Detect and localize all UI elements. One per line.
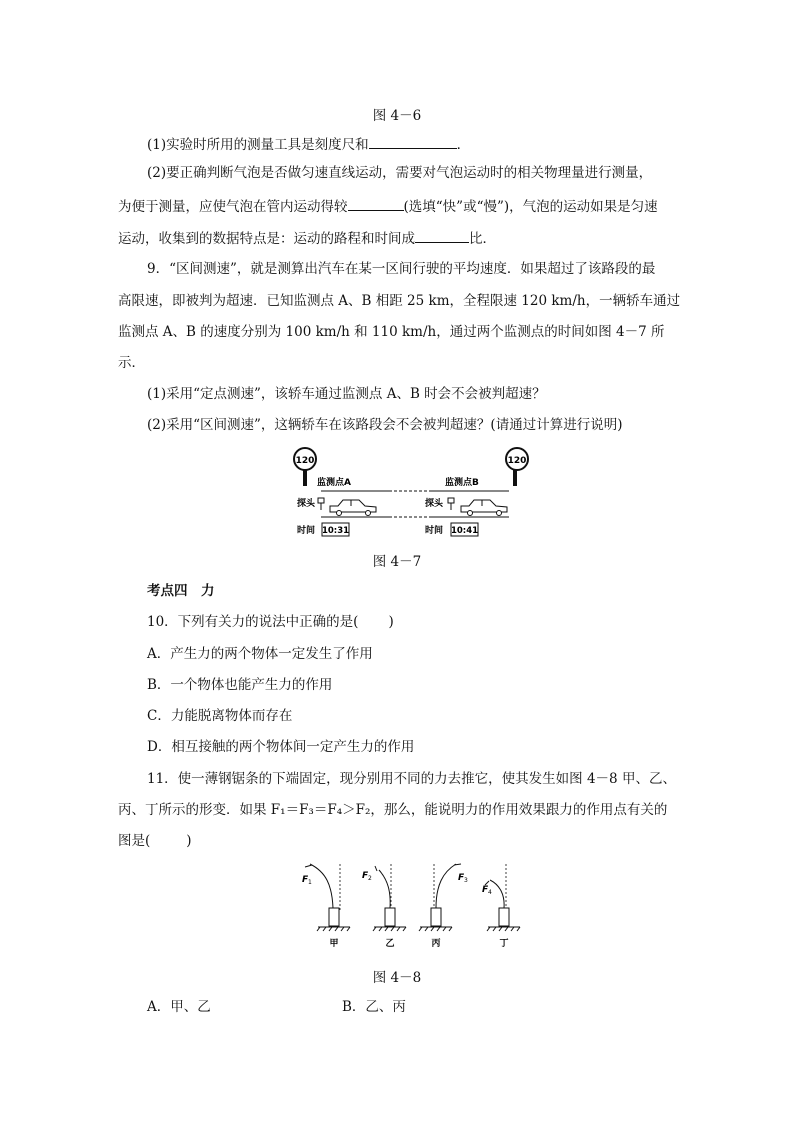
- speed-limit-right-text: 120: [507, 456, 527, 466]
- q8-part2-line1: (2)要正确判断气泡是否做匀速直线运动，需要对气泡运动时的相关物理量进行测量，: [147, 165, 653, 181]
- svg-text:F: F: [482, 885, 489, 895]
- q11-option-a: A．甲、乙: [147, 999, 211, 1015]
- camera-icon: [318, 498, 324, 510]
- q8-part2-line3b: 比．: [469, 231, 496, 247]
- q8-part2-line2a: 为便于测量，应使气泡在管内运动得较: [118, 199, 348, 215]
- panel-label-jia: 甲: [329, 939, 339, 949]
- time-value-a: 10:31: [321, 526, 350, 536]
- q10-stem: [147, 613, 394, 631]
- q8-part2-line2b: (选填“快”或“慢”)，气泡的运动如果是匀速: [403, 199, 658, 215]
- time-label-b: 时间: [425, 526, 444, 536]
- time-value-b: 10:41: [450, 526, 479, 536]
- q8-part2-line2: [118, 196, 658, 216]
- q8-blank-3[interactable]: [415, 228, 469, 243]
- q9-line1: 9．“区间测速”，就是测算出汽车在某一区间行驶的平均速度．如果超过了该路段的最: [147, 261, 656, 277]
- figure-4-7-caption: 图 4－7: [372, 554, 422, 570]
- q9-sub1: (1)采用“定点测速”，该轿车通过监测点 A、B 时会不会被判超速？: [147, 386, 546, 402]
- q10-option-d: D．相互接触的两个物体间一定产生力的作用: [147, 739, 415, 755]
- q10-option-a: A．产生力的两个物体一定发生了作用: [147, 646, 373, 662]
- sign-post-right: [513, 470, 517, 486]
- time-label-a: 时间: [297, 526, 316, 536]
- saw-blade-panel: [419, 864, 468, 949]
- svg-text:F: F: [302, 875, 309, 885]
- q10-option-c: C．力能脱离物体而存在: [147, 708, 293, 724]
- figure-4-6-caption: 图 4－6: [372, 108, 422, 124]
- figure-4-7-diagram: [285, 444, 527, 542]
- q9-sub2: (2)采用“区间测速”，这辆轿车在该路段会不会被判超速？(请通过计算进行说明): [147, 417, 623, 433]
- car-icon: [330, 500, 376, 516]
- panel-label-ding: 丁: [499, 939, 509, 949]
- svg-text:F: F: [362, 871, 369, 881]
- q10-stem-text: 10．下列有关力的说法中正确的是(: [147, 614, 359, 630]
- q9-line2: 高限速，即被判为超速．已知监测点 A、B 相距 25 km，全程限速 120 km/h，一辆轿车通过: [118, 293, 681, 309]
- q10-stem-end: ): [388, 614, 394, 630]
- q11-line1: 11．使一薄钢锯条的下端固定，现分别用不同的力去推它，使其发生如图 4－8 甲、乙、: [147, 771, 676, 787]
- q9-line3: 监测点 A、B 的速度分别为 100 km/h 和 110 km/h，通过两个监测点的时间如图 4－7 所: [118, 324, 665, 340]
- monitor-point-a-label: 监测点A: [317, 478, 351, 488]
- camera-icon: [448, 498, 454, 510]
- svg-text:4: 4: [488, 889, 492, 896]
- q11-line3-text: 图是(: [118, 833, 151, 849]
- panel-label-yi: 乙: [385, 939, 395, 949]
- panel-label-bing: 丙: [431, 939, 441, 949]
- q8-part1: [147, 134, 470, 154]
- probe-label-b: 探头: [425, 499, 444, 509]
- section-heading: 考点四 力: [147, 583, 215, 599]
- sign-post-left: [303, 470, 307, 486]
- q8-part2-line3: [118, 228, 496, 248]
- q8-blank-1[interactable]: [369, 134, 457, 149]
- speed-limit-left-text: 120: [295, 456, 315, 466]
- monitor-point-b-label: 监测点B: [445, 478, 479, 488]
- svg-text:3: 3: [464, 877, 468, 884]
- figure-4-8-diagram: [298, 860, 528, 954]
- q11-option-b: B．乙、丙: [342, 999, 406, 1015]
- saw-blade-panel: [482, 864, 520, 949]
- saw-blade-panel: [302, 864, 350, 949]
- car-icon: [461, 500, 507, 516]
- probe-label-a: 探头: [297, 499, 316, 509]
- saw-blade-panel: [362, 864, 406, 949]
- svg-text:F: F: [458, 873, 465, 883]
- q8-part2-line3a: 运动，收集到的数据特点是：运动的路程和时间成: [118, 231, 415, 247]
- q11-line3-end: ): [186, 833, 192, 849]
- svg-text:1: 1: [308, 879, 312, 886]
- svg-text:2: 2: [368, 875, 372, 882]
- q11-line3: [118, 832, 192, 850]
- q10-option-b: B．一个物体也能产生力的作用: [147, 677, 333, 693]
- figure-4-8-caption: 图 4－8: [372, 970, 422, 986]
- q8-part1-end: ．: [456, 137, 471, 153]
- q9-line4: 示．: [118, 355, 145, 371]
- q8-blank-2[interactable]: [348, 196, 404, 211]
- q11-line2: 丙、丁所示的形变．如果 F₁＝F₃＝F₄＞F₂，那么，能说明力的作用效果跟力的作用点有关的: [118, 802, 668, 818]
- q8-part1-text: (1)实验时所用的测量工具是刻度尺和: [147, 137, 369, 153]
